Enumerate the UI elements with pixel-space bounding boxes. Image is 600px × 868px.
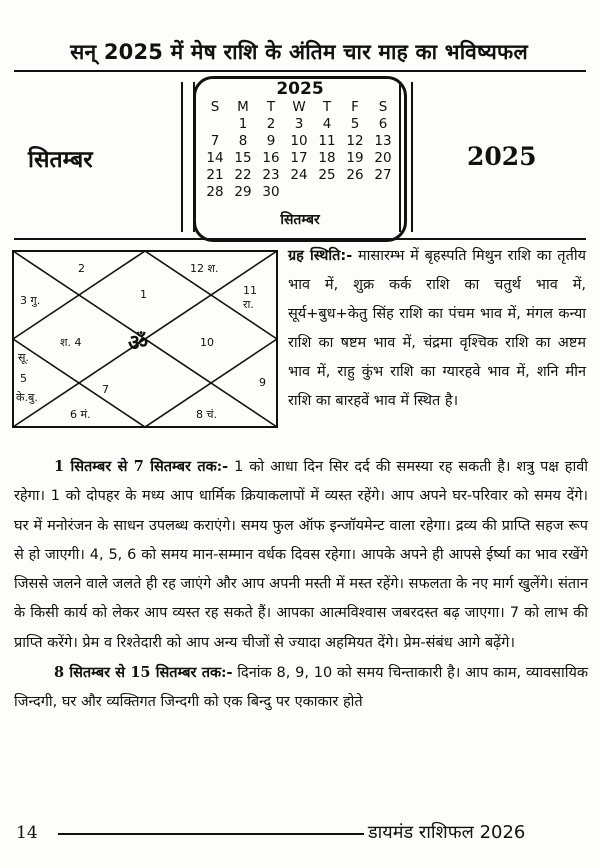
calendar-day: 24: [290, 167, 308, 183]
footer-divider: [58, 833, 364, 835]
calendar-day: 28: [206, 184, 224, 200]
weekday-label: S: [210, 99, 220, 115]
calendar-day: 16: [262, 150, 280, 166]
planet-status: [288, 242, 586, 416]
calendar-day: 27: [374, 167, 392, 183]
calendar-day: 17: [290, 150, 308, 166]
forecast-body: [14, 452, 588, 718]
weekday-label: S: [378, 99, 388, 115]
calendar-day: 15: [234, 150, 252, 166]
calendar-week-row: [201, 133, 397, 150]
calendar-day: [285, 184, 313, 201]
paragraph-heading: 8 सितम्बर से 15 सितम्बर तक:-: [54, 664, 233, 682]
house-5-num: 5: [20, 372, 27, 385]
paragraph-heading: 1 सितम्बर से 7 सितम्बर तक:-: [54, 458, 229, 475]
house-11-planet: रा.: [243, 298, 254, 311]
planet-status-heading: ग्रह स्थिति:-: [288, 248, 353, 264]
title-divider: [14, 70, 586, 72]
paragraph-text: 1 को आधा दिन सिर दर्द की समस्या रह सकती है। शत्रु पक्ष हावी रहेगा। 1 को दोपहर के मध्य आप धार्मिक क्रियाकलापों में व्यस्त रहेंगे। आप अपने घर-परिवार को समय देंगे। घर में मनोरंजन के साधन उपलब्ध कराएंगे। समय फुल ऑफ इन्जॉयमेन्ट वाला रहेगा। द्रव्य की प्राप्ति सहज रूप से हो जाएगी। 4, 5, 6 को समय मान-सम्मान वर्धक दिवस रहेगा। आपके अपने ही आपसे ईर्ष्या का भाव रखेंगे जिससे जलने वाले जलते ही रह जाएंगे और आप अपनी मस्ती में मस्त रहेंगे। सफलता के नए मार्ग खुलेंगे। संतान के किसी कार्य को लेकर आप व्यस्त रह सकते हैं। आपका आत्मविश्वास जबरदस्त बढ़ जाएगा। 7 को लाभ की प्राप्ति करेंगे। प्रेम व रिश्तेदारी को आप अन्य चीजों से ज्यादा अहमियत देंगे। प्रेम-संबंध आगे बढ़ेंगे।: [14, 459, 589, 651]
calendar-week-row: [201, 116, 397, 133]
calendar-day: 30: [262, 184, 280, 200]
calendar-week-row: [201, 150, 397, 167]
calendar-day: 25: [318, 167, 336, 183]
house-11-num: 11: [243, 284, 257, 297]
calendar-day: 18: [318, 150, 336, 166]
page-title: सन् 2025 में मेष राशि के अंतिम चार माह का भविष्यफल: [70, 40, 528, 64]
calendar-day: 1: [238, 116, 248, 132]
calendar-year: 2025: [276, 79, 324, 99]
house-6: 6 मं.: [70, 408, 91, 421]
year-label: 2025: [467, 142, 537, 171]
house-12: 12 श.: [190, 262, 219, 275]
house-5-planet2: के.बु.: [16, 391, 38, 404]
calendar-day: 19: [346, 150, 364, 166]
month-label: सितम्बर: [28, 147, 93, 173]
calendar-day: [341, 184, 369, 201]
calendar-day: 20: [374, 150, 392, 166]
calendar-day: 2: [266, 116, 276, 132]
house-4: श. 4: [60, 336, 82, 349]
house-10: 10: [200, 336, 214, 349]
house-3: 3 गु.: [20, 294, 41, 307]
calendar-weekday-row: [201, 99, 397, 116]
house-2: 2: [78, 262, 85, 275]
calendar-day: 13: [374, 133, 392, 149]
house-9: 9: [259, 376, 266, 389]
calendar-day: [313, 184, 341, 201]
calendar-day: 5: [350, 116, 360, 132]
calendar-day: 11: [318, 133, 336, 149]
house-7: 7: [102, 383, 109, 396]
calendar-weeks: [201, 116, 397, 201]
calendar-day: 9: [266, 133, 276, 149]
page-number: 14: [16, 823, 38, 843]
calendar-day: [201, 116, 229, 133]
calendar-day: 12: [346, 133, 364, 149]
calendar-month: सितम्बर: [280, 212, 320, 228]
calendar-grid: [201, 99, 397, 201]
planet-status-text: मासारम्भ में बृहस्पति मिथुन राशि का तृतीय भाव में, शुक्र कर्क राशि का चतुर्थ भाव में, सूर्य+बुध+केतु सिंह राशि का पंचम भाव में, मंगल कन्या राशि का षष्टम भाव में, चंद्रमा वृश्चिक राशि का अष्टम भाव में, राहु कुंभ राशि का ग्यारहवे भाव में, शनि मीन राशि का बारहवें भाव में स्थित है।: [288, 248, 587, 409]
weekday-label: T: [322, 99, 332, 115]
calendar-day: [369, 184, 397, 201]
calendar-week-row: [201, 184, 397, 201]
calendar-day: 21: [206, 167, 224, 183]
house-8: 8 चं.: [196, 408, 217, 421]
forecast-paragraph: [14, 658, 588, 718]
om-symbol: ॐ: [128, 331, 149, 356]
forecast-paragraph: [14, 452, 588, 658]
house-1: 1: [140, 288, 147, 301]
calendar-day: 4: [322, 116, 332, 132]
weekday-label: T: [266, 99, 276, 115]
house-5-planet: सू.: [18, 351, 29, 364]
calendar-day: 29: [234, 184, 252, 200]
calendar-day: 3: [294, 116, 304, 132]
weekday-label: F: [351, 99, 359, 115]
calendar-day: 6: [378, 116, 388, 132]
calendar-day: 8: [238, 133, 248, 149]
calendar-day: 26: [346, 167, 364, 183]
weekday-label: M: [237, 99, 249, 115]
weekday-label: W: [292, 99, 306, 115]
calendar-day: 7: [210, 133, 220, 149]
calendar-week-row: [201, 167, 397, 184]
paragraph-text: दिनांक 8, 9, 10 को समय चिन्ताकारी है। आप काम, व्यावसायिक जिन्दगी, घर और व्यक्तिगत जिन्दगी को एक बिन्दु पर एकाकार होते: [14, 665, 589, 711]
calendar-day: 10: [290, 133, 308, 149]
section-divider: [14, 238, 586, 240]
calendar: [181, 76, 413, 240]
calendar-day: 22: [234, 167, 252, 183]
horoscope-chart: [12, 250, 278, 428]
calendar-day: 14: [206, 150, 224, 166]
calendar-day: 23: [262, 167, 280, 183]
book-title: डायमंड राशिफल 2026: [368, 822, 526, 843]
